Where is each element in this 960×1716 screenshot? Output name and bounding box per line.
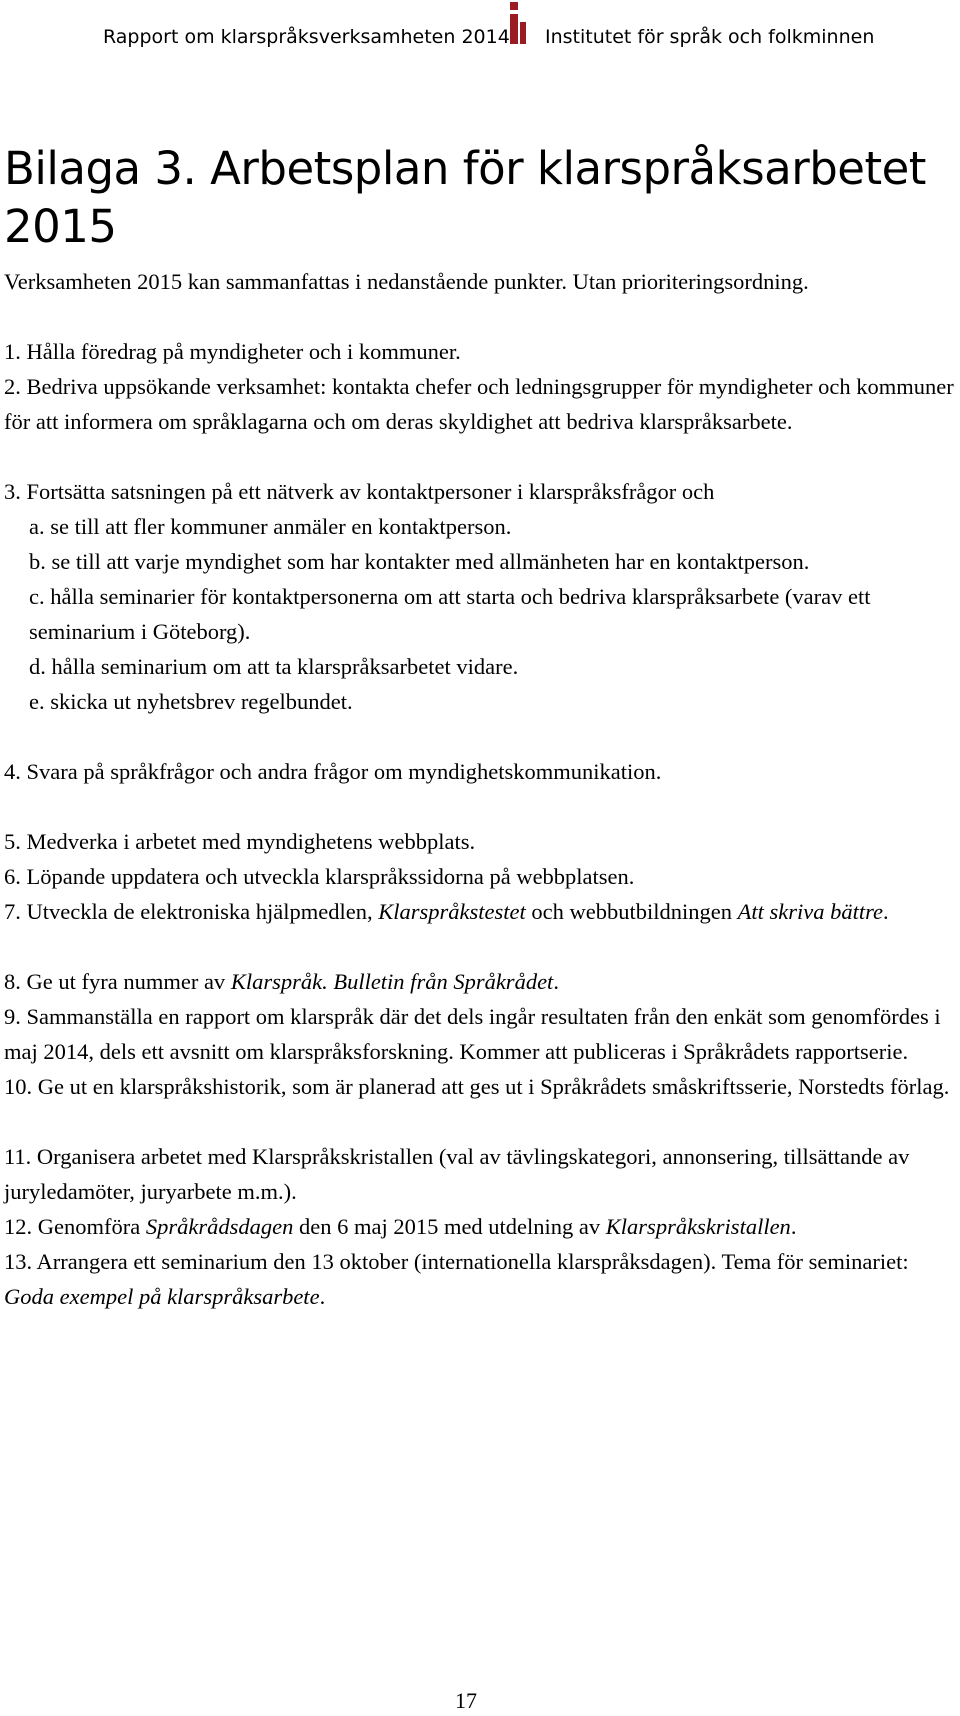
item-11: 11. Organisera arbetet med Klarspråkskristallen (val av tävlingskategori, annonsering, tillsättande av juryledamöter, juryarbete m.m.). [4, 1144, 910, 1204]
item-8-italic-bulletin: Klarspråk. Bulletin från Språkrådet [230, 969, 554, 994]
item-1: 1. Hålla föredrag på myndigheter och i kommuner. [4, 339, 461, 364]
item-7-italic-att-skriva-battre: Att skriva bättre [737, 899, 884, 924]
item-8-end: . [553, 969, 559, 994]
item-12-end: . [790, 1214, 797, 1239]
header-report-title: Rapport om klarspråksverksamheten 2014 [103, 26, 510, 48]
item-12-text-2: den 6 maj 2015 med utdelning av [293, 1214, 606, 1239]
item-7 [4, 894, 954, 929]
page-number: 17 [455, 1688, 477, 1713]
item-8 [4, 964, 954, 999]
item-5: 5. Medverka i arbetet med myndighetens webbplats. [4, 829, 476, 854]
item-13-end: . [319, 1284, 326, 1309]
item-13 [4, 1244, 954, 1314]
item-7-italic-klarsprakstestet: Klarspråkstestet [378, 899, 526, 924]
item-2: 2. Bedriva uppsökande verksamhet: kontakta chefer och ledningsgrupper för myndigheter och kommuner för att informera om språklagarna och om deras skyldighet att bedriva klarspråksarbete. [4, 374, 954, 434]
item-3: 3. Fortsätta satsningen på ett nätverk av kontaktpersoner i klarspråksfrågor och [4, 479, 715, 504]
item-13-text: 13. Arrangera ett seminarium den 13 oktober (internationella klarspråksdagen). Tema för seminariet: [4, 1249, 909, 1274]
item-12-text: 12. Genomföra [4, 1214, 146, 1239]
institute-logo-icon [506, 2, 528, 46]
item-9: 9. Sammanställa en rapport om klarspråk där det dels ingår resultaten från den enkät som genomfördes i maj 2014, dels ett avsnitt om klarspråksforskning. Kommer att publiceras i Språkrådets rapportserie. [4, 1004, 941, 1064]
item-12-italic-sprakradsdagen: Språkrådsdagen [145, 1214, 294, 1239]
item-7-text-2: och webbutbildningen [525, 899, 738, 924]
item-13-italic-goda-exempel: Goda exempel på klarspråksarbete [4, 1284, 320, 1309]
item-3b: b. se till att varje myndighet som har kontakter med allmänheten har en kontaktperson. [29, 549, 810, 574]
item-7-end: . [883, 899, 889, 924]
page-title: Bilaga 3. Arbetsplan för klarspråksarbetet 2015 [4, 142, 926, 253]
item-3a: a. se till att fler kommuner anmäler en kontaktperson. [29, 514, 512, 539]
document-body [4, 264, 954, 1314]
item-8-text: 8. Ge ut fyra nummer av [4, 969, 231, 994]
item-3c: c. hålla seminarier för kontaktpersonerna om att starta och bedriva klarspråksarbete (varav ett seminarium i Göteborg). [29, 584, 871, 644]
item-6: 6. Löpande uppdatera och utveckla klarspråkssidorna på webbplatsen. [4, 864, 635, 889]
item-3d: d. hålla seminarium om att ta klarspråksarbetet vidare. [29, 654, 519, 679]
item-3e: e. skicka ut nyhetsbrev regelbundet. [29, 689, 353, 714]
item-10: 10. Ge ut en klarspråkshistorik, som är planerad att ges ut i Språkrådets småskriftsserie, Norstedts förlag. [4, 1074, 950, 1099]
header-institute-name: Institutet för språk och folkminnen [545, 26, 875, 48]
intro-paragraph: Verksamheten 2015 kan sammanfattas i nedanstående punkter. Utan prioriteringsordning. [4, 269, 809, 294]
item-12-italic-klarspraksristallen: Klarspråkskristallen [605, 1214, 791, 1239]
item-7-text: 7. Utveckla de elektroniska hjälpmedlen, [4, 899, 379, 924]
item-12 [4, 1209, 954, 1244]
item-4: 4. Svara på språkfrågor och andra frågor om myndighetskommunikation. [4, 759, 662, 784]
